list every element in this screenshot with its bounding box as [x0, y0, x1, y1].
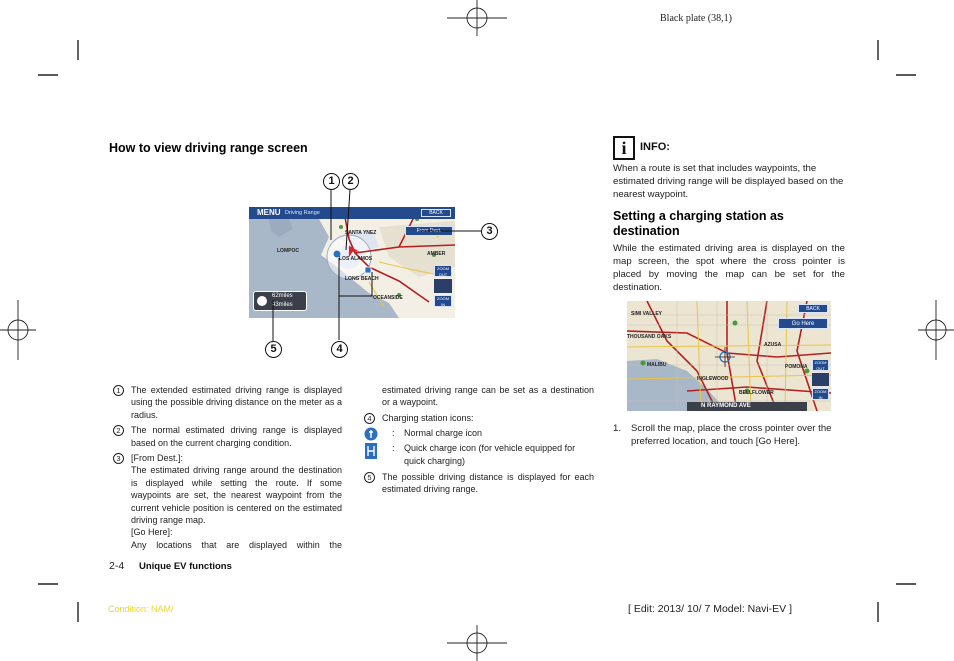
screen-subtitle: Driving Range	[285, 210, 320, 216]
item-text: The normal estimated driving range is displayed based on the current charging condition.	[131, 425, 342, 448]
from-dest-description: The estimated driving range around the destination is displayed while setting the route. If some waypoints are set, the nearest waypoint from the current vehicle position is centered on the estimated driving range map.	[131, 465, 342, 526]
range-secondary: 43miles	[272, 302, 293, 308]
map-place-inglewood: INGLEWOOD	[697, 376, 729, 382]
go-here-screenshot	[627, 301, 831, 411]
street-name-bar: N RAYMOND AVE	[687, 402, 807, 411]
item-number: 4	[364, 413, 375, 424]
go-here-back-button[interactable]: BACK	[798, 304, 828, 313]
map-place-malibu: MALIBU	[647, 362, 667, 368]
go-here-continued: estimated driving range can be set as a destination or a waypoint.	[382, 385, 594, 408]
info-heading: INFO:	[640, 141, 670, 153]
map-place-azusa: AZUSA	[764, 342, 782, 348]
callout-5: 5	[265, 341, 282, 358]
page-number: 2-4	[109, 560, 125, 572]
go-here-description: Any locations that are displayed within the	[131, 539, 342, 550]
item-number: 2	[113, 425, 124, 436]
item-text: Charging station icons:	[382, 412, 474, 423]
item-text: [From Dest.]:	[131, 453, 184, 464]
map-place-los-alamos: LOS ALAMOS	[339, 256, 373, 262]
menu-label: MENU	[257, 208, 281, 217]
callout-3: 3	[481, 223, 498, 240]
callout-2: 2	[342, 173, 359, 190]
quick-charge-row	[364, 442, 594, 467]
footer-section: Unique EV functions	[139, 561, 232, 572]
map-place-long-beach: LONG BEACH	[345, 276, 379, 282]
item-number: 3	[113, 453, 124, 464]
map-place-amber: AMBER	[427, 251, 446, 257]
go-here-zoom-in[interactable]: ZOOM IN	[812, 388, 829, 400]
step-text: Scroll the map, place the cross pointer over the preferred location, and touch [Go Here].	[631, 423, 832, 447]
quick-charge-separator: :	[392, 443, 395, 454]
normal-charge-label: Normal charge icon	[404, 428, 483, 439]
from-dest-button[interactable]: From Dest.	[405, 226, 453, 236]
map-place-simi-valley: SIMI VALLEY	[631, 311, 663, 317]
go-here-compass-icon	[812, 373, 829, 386]
plate-label: Black plate (38,1)	[660, 13, 732, 24]
zoom-in-button[interactable]: ZOOM IN	[434, 295, 452, 307]
info-text: When a route is set that includes waypoints, the estimated driving range will be displayed based on the nearest waypoint.	[613, 163, 844, 200]
subsection-heading: Setting a charging station as destination	[613, 209, 784, 238]
middle-column	[364, 384, 594, 499]
quick-charge-label: Quick charge icon (for vehicle equipped for quick charging)	[404, 443, 576, 466]
list-item	[113, 424, 342, 449]
condition-label: Condition: NAM/	[108, 604, 174, 614]
map-place-thousand-oaks: THOUSAND OAKS	[627, 334, 672, 340]
list-item	[113, 384, 342, 421]
callout-1: 1	[323, 173, 340, 190]
item-number: 5	[364, 472, 375, 483]
section-heading: How to view driving range screen	[109, 141, 308, 155]
go-here-label: [Go Here]:	[131, 527, 173, 538]
item-text: The possible driving distance is displayed for each estimated driving range.	[382, 472, 594, 495]
zoom-out-button[interactable]: ZOOM OUT	[434, 265, 452, 277]
map-place-bellflower: BELLFLOWER	[739, 390, 774, 396]
item-number: 1	[113, 385, 124, 396]
quick-charge-icon	[364, 442, 378, 460]
subsection-paragraph: While the estimated driving area is displayed on the map screen, the spot where the cross pointer is placed by moving the map can be set for the destination.	[613, 243, 845, 293]
list-item	[364, 412, 594, 424]
go-here-button[interactable]: Go Here	[778, 318, 828, 329]
step-number: 1.	[613, 423, 622, 434]
map-place-oceanside: OCEANSIDE	[373, 295, 403, 301]
go-here-zoom-out[interactable]: ZOOM OUT	[812, 359, 829, 371]
list-item	[113, 452, 342, 464]
normal-charge-row	[364, 427, 594, 441]
list-item	[364, 471, 594, 496]
map-place-pomona: POMONA	[785, 364, 808, 370]
explanation-list	[113, 384, 342, 551]
range-primary: 62miles	[272, 293, 293, 299]
normal-charge-icon	[364, 427, 378, 441]
item-text: The extended estimated driving range is displayed using the possible driving distance on the meter as a radius.	[131, 385, 342, 420]
map-place-lompoc: LOMPOC	[277, 248, 299, 254]
normal-charge-separator: :	[392, 428, 395, 439]
info-icon: i	[613, 136, 635, 160]
edit-info: [ Edit: 2013/ 10/ 7 Model: Navi-EV ]	[628, 603, 793, 615]
map-place-santa-ynez: SANTA YNEZ	[345, 230, 377, 236]
callout-4: 4	[331, 341, 348, 358]
back-button[interactable]: BACK	[421, 209, 451, 217]
